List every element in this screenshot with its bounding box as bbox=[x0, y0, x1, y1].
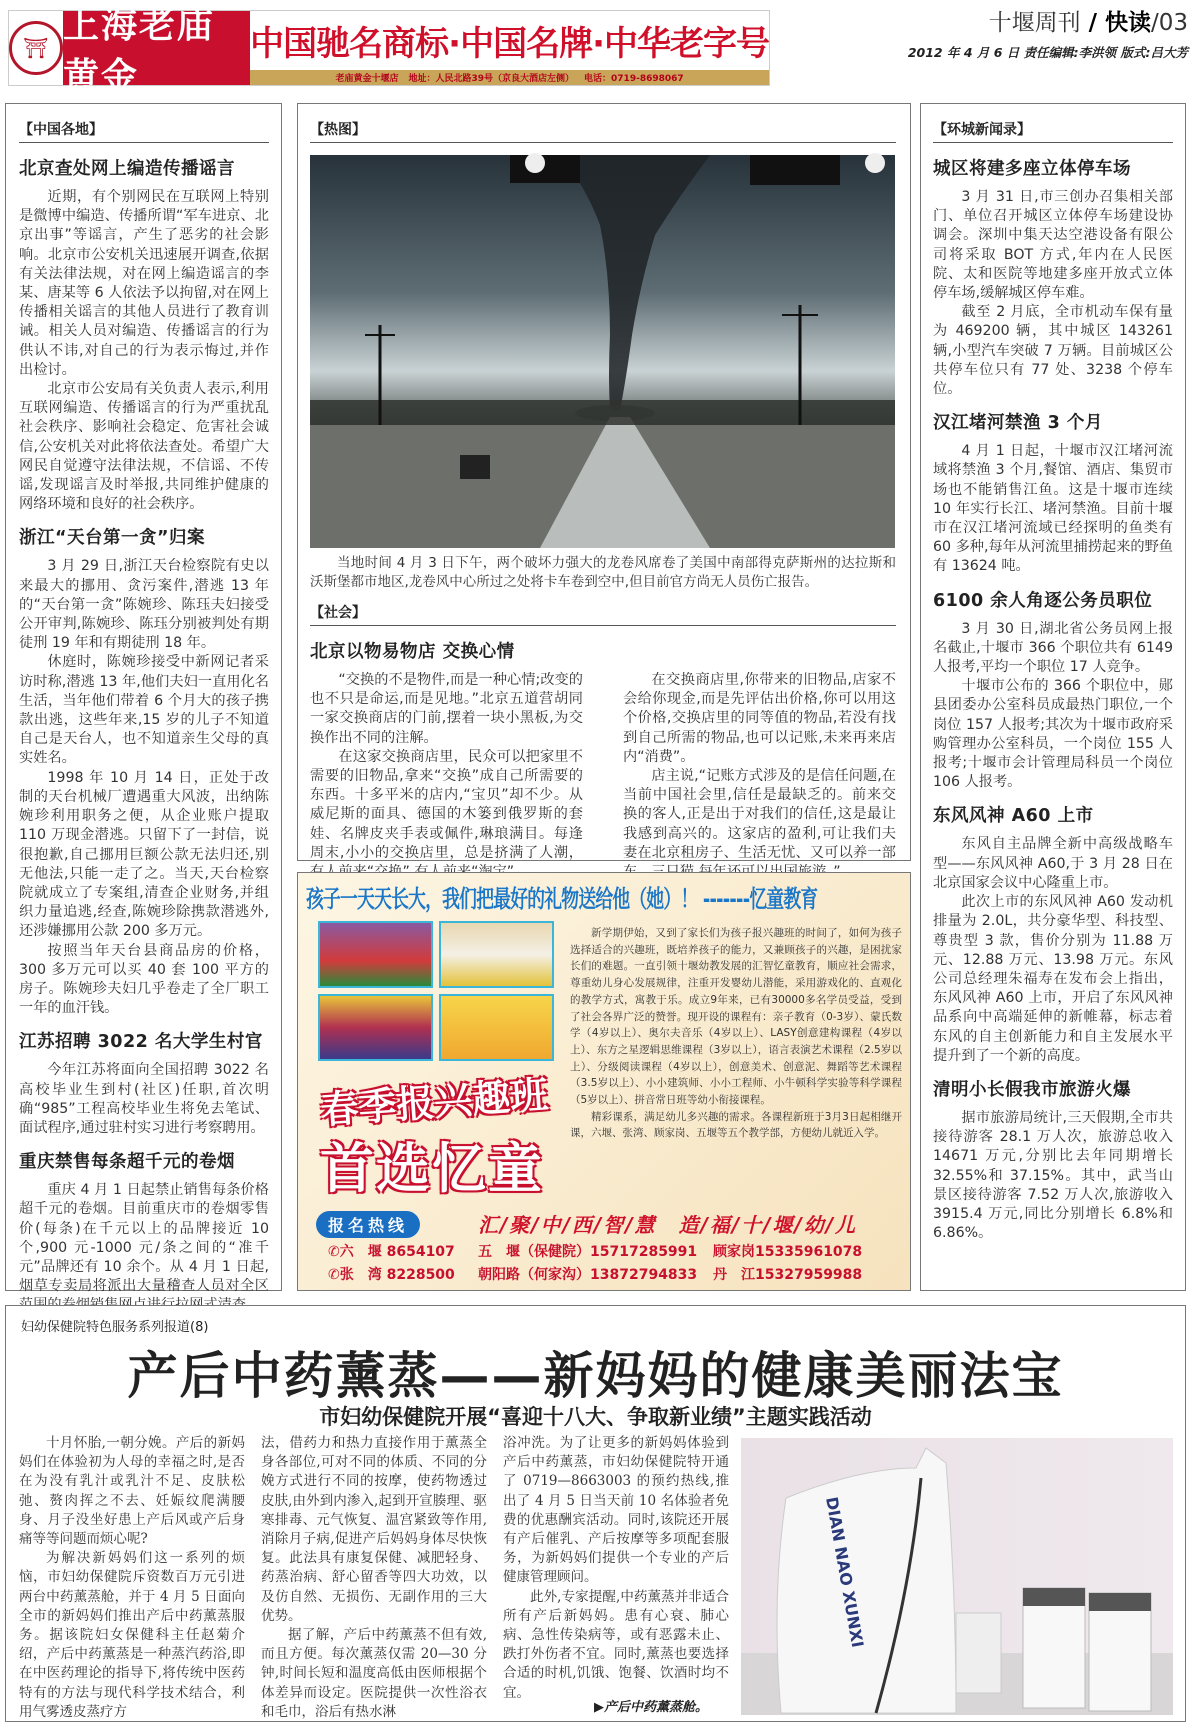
feature-paragraph: 十月怀胎,一朝分娩。产后的新妈妈们在体验初为人母的幸福之时,是否在为没有乳汁或乳汁不足、皮肤松弛、赘肉挥之不去、妊娠纹爬满腰身、月子没坐好患上产后风或产后身痛等等问题而烦心呢? bbox=[19, 1435, 245, 1548]
store-phone: 电话：0719-8698067 bbox=[584, 74, 684, 84]
article-paragraph: 1998 年 10 月 14 日，正处于改制的天台机械厂遭遇重大风波，出纳陈婉珍利用职务之便，从企业账户提取 110 万现金潜逃。只留下了一封信，说很抱歉,自己挪用巨额公款无法归还,别无他法,只能一走了之。当天,天台检察院就成立了专案组,清查企业财务,并组织力量追逃,经查,陈婉珍除携款潜逃外,还涉嫌挪用公款 200 多万元。 bbox=[19, 769, 269, 940]
article-headline: 北京以物易物店 交换心情 bbox=[310, 642, 515, 662]
article-paragraph: 休庭时，陈婉珍接受中新网记者采访时称,潜逃 13 年,他们夫妇一直用化名生活，当年他们带着 6 个月大的孩子携款出逃，这些年来,15 岁的儿子不知道自己是天台人，也不知道亲生父母的真实姓名。 bbox=[19, 654, 269, 767]
article-paragraph: 重庆 4 月 1 日起禁止销售每条价格超千元的卷烟。目前重庆市的卷烟零售价(每条)在千元以上的品牌接近 10 个,900 元-1000 元/条之间的“准千元”品牌还有 10 余个。从 4 月 1 日起,烟草专卖局将派出大量稽查人员对全区 bbox=[19, 1182, 269, 1295]
ad-slogan-line: 春季报兴趣班 bbox=[319, 1072, 550, 1133]
ad-headline: 孩子一天天长大，我们把最好的礼物送给他（她）！ -------忆童教育 bbox=[306, 885, 818, 913]
section-label: 【社会】 bbox=[310, 602, 896, 626]
tornado-illustration bbox=[310, 155, 895, 548]
feature-column bbox=[261, 1434, 487, 1722]
store-info bbox=[250, 70, 769, 85]
ad-photo bbox=[439, 994, 554, 1061]
phone-entry: 朝阳路（何家沟）13872794833 bbox=[478, 1267, 698, 1283]
hotline-badge: 报名热线 bbox=[316, 1211, 420, 1238]
article-paragraph: 截至 2 月底，全市机动车保有量为 469200 辆，其中城区 143261 辆,小型汽车突破 7 万辆。目前城区公共停车位只有 77 处、3238 个停车位。 bbox=[933, 304, 1173, 398]
article-paragraph: 店主说,“记账方式涉及的是信任问题,在当前中国社会里,信任是最缺乏的。前来交换的客人,正是出于对我们的信任,这是最让我感到高兴的。这家店的盈利,可让我们夫妻在北京租房子、生活无忧、又可以养一部 bbox=[623, 768, 896, 861]
article-paragraph: 4 月 1 日起，十堰市汉江堵河流域将禁渔 3 个月,餐馆、酒店、集贸市场也不能销售江鱼。这是十堰市连续 10 年实行长江、堵河禁渔。目前十堰市在汉江堵河流域已经探明的鱼类有 60 多种,每年从河流里捕捞起来的野鱼有 13624 吨。 bbox=[933, 443, 1173, 575]
article-headline: 清明小长假我市旅游火爆 bbox=[933, 1079, 1131, 1100]
article-headline: 6100 余人角逐公务员职位 bbox=[933, 590, 1153, 611]
brand-slogan: 中国驰名商标·中国名牌·中华老字号 bbox=[250, 24, 769, 64]
dateline: 2012 年 4 月 6 日 责任编辑:李洪领 版式:吕大芳 bbox=[907, 45, 1188, 60]
phone-entry: ✆六 堰 8654107 bbox=[328, 1244, 455, 1260]
article-headline: 北京查处网上编造传播谣言 bbox=[19, 159, 235, 179]
article-paragraph: “交换的不是物件,而是一种心情;改变的也不只是命运,而是见地。”北京五道营胡同一家交换商店的门前,摆着一块小黑板,为交换作出不同的注解。 bbox=[310, 672, 583, 746]
article-paragraph: 今年江苏将面向全国招聘 3022 名高校毕业生到村(社区)任职,首次明确“985”工程高校毕业生将免去笔试、面试程序,通过驻村实习进行考察聘用。 bbox=[19, 1062, 269, 1136]
ad-slogan-line: 首选忆童 bbox=[320, 1137, 544, 1200]
feature-paragraph: 法，借药力和热力直接作用于薰蒸全身各部位,可对不同的体质、不同的分娩方式进行不同的按摩，使药物透过皮肤,由外到内渗入,起到开宣腠理、驱寒排毒、元气恢复、温宫紧致等作用,消除月子病,促进产后妈妈身体尽快恢复。此法具有康复保健、减肥轻身、药蒸治病、舒心留香等四大功效，以及仿自然、无损伤、无副作用的三大优势。 bbox=[261, 1435, 487, 1624]
article-paragraph: 3 月 30 日,湖北省公务员网上报名截止,十堰市 366 个职位共有 6149 人报考,平均一个职位 17 人竞争。 bbox=[933, 620, 1173, 676]
article-paragraph: 十堰市公布的 366 个职位中，郧县团委办公室科员成最热门职位,一个岗位 157 人报考;其次为十堰市政府采购管理办公室科员，一个岗位 155 人报考;十堰市会计管理局科员一个岗位 106 人报考。 bbox=[933, 678, 1173, 791]
feature-column bbox=[503, 1434, 729, 1703]
article-headline: 重庆禁售每条超千元的卷烟 bbox=[19, 1152, 235, 1173]
article-headline: 江苏招聘 3022 名大学生村官 bbox=[19, 1032, 263, 1053]
phone-entry: 顾家岗15335961078 bbox=[713, 1244, 863, 1260]
ad-phone-list bbox=[328, 1241, 908, 1284]
ad-photo-grid bbox=[318, 921, 554, 1061]
advertisement-banner-laomiao-gold bbox=[8, 4, 770, 97]
section-label: 【热图】 bbox=[310, 119, 896, 143]
article-column bbox=[623, 671, 896, 882]
series-label: 妇幼保健院特色服务系列报道(8) bbox=[21, 1320, 209, 1335]
page-number: /03 bbox=[1150, 10, 1188, 36]
masthead: 十堰周刊 / 快读/03 2012 年 4 月 6 日 责任编辑:李洪领 版式:吕大芳 bbox=[907, 10, 1188, 60]
laomiao-logo bbox=[9, 11, 63, 85]
section-label: 【中国各地】 bbox=[19, 119, 269, 143]
article-paragraph: 3 月 29 日,浙江天台检察院有史以来最大的挪用、贪污案件,潜逃 13 年的“天台第一贪”陈婉珍、陈珏夫妇接受公开审判,陈婉珍、陈珏分别被判处有期徒刑 19 年和有期徒刑 18 年。 bbox=[19, 558, 269, 652]
article-paragraph: 3 月 31 日,市三创办召集相关部门、单位召开城区立体停车场建设协调会。深圳中集天达空港设备有限公司将采取 BOT 方式,年内在人民医院、太和医院等地建多座开放式立体停车场,缓解城区停车难。 bbox=[933, 189, 1173, 302]
ad-photo bbox=[439, 921, 554, 988]
feature-paragraph: 浴冲洗。为了让更多的新妈妈体验到产后中药薰蒸，市妇幼保健院特开通了 0719—8663003 的预约热线,推出了 4 月 5 日当天前 10 名体验者免费的优惠酬宾活动。同时,该院还开展有产后催乳、产后按摩等多项配套服务，为新妈妈们提供一个专业的产后健康管理顾问。 bbox=[503, 1435, 729, 1586]
section-label: 【环城新闻录】 bbox=[933, 119, 1173, 143]
feature-paragraph: 据了解，产后中药薰蒸不但有效,而且方便。每次薰蒸仅需 20—30 分钟,时间长短和温度高低由医师根据个体差异而设定。医院提供一次性浴衣和毛巾，浴后有热水淋 bbox=[261, 1627, 487, 1720]
ad-body bbox=[570, 925, 902, 1142]
ad-paragraph: 精彩课系，满足幼儿多兴趣的需求。各课程新班于3月3日起相继开课，六堰、张湾、顾家岗、五堰等五个教学部，方便幼儿就近入学。 bbox=[570, 1110, 902, 1140]
article-paragraph: 在这家交换商店里，民众可以把家里不需要的旧物品,拿来“交换”成自己所需要的东西。十多平米的店内,“宝贝”却不少。从威尼斯的面具、德国的木篓到俄罗斯的套娃、名牌皮夹手表或佩件,琳琅满目。每逢周末,小小的交换店里，总是挤满了人潮， bbox=[310, 748, 583, 861]
article-paragraph: 在交换商店里,你带来的旧物品,店家不会给你现金,而是先评估出价格,你可以用这个价格,交换店里的同等值的物品,若没有找到自己所需的物品,也可以记账,未来再来店内“消费”。 bbox=[623, 672, 896, 765]
phone-entry: 五 堰（保健院）15717285991 bbox=[478, 1244, 698, 1260]
article-column bbox=[310, 671, 583, 882]
photo-caption: 当地时间 4 月 3 日下午，两个破坏力强大的龙卷风席卷了美国中南部得克萨斯州的达拉斯和沃斯堡都市地区,龙卷风中心所过之处将卡车卷到空中,但目前官方尚无人员伤亡报告。 bbox=[310, 555, 896, 590]
temple-seal-icon: ⛩ bbox=[9, 21, 63, 75]
article-headline: 城区将建多座立体停车场 bbox=[933, 159, 1131, 179]
store-address: 地址：人民北路39号（京良大酒店左侧） bbox=[408, 74, 575, 84]
section-name: 快读 bbox=[1104, 10, 1151, 36]
article-paragraph: 按照当年天台县商品房的价格，300 多万元可以买 40 套 100 平方的房子。陈婉珍夫妇几乎卷走了全厂职工一年的血汗钱。 bbox=[19, 942, 269, 1017]
feature-paragraph: 为解决新妈妈们这一系列的烦恼，市妇幼保健院斥资数百万元引进两台中药薰蒸舱，并于 4 月 5 日面向全市的新妈妈们推出产后中药薰蒸服务。据该院妇女保健科主任赵菊介绍，产后中药薰蒸是一种蒸汽药浴,即在中医药理论的指导下,将传统中医药特有的方法与现代科学技术结合，利用气雾透皮蒸疗方 bbox=[19, 1550, 245, 1720]
article-paragraph: 东风自主品牌全新中高级战略车型——东风风神 A60,于 3 月 28 日在北京国家会议中心隆重上市。 bbox=[933, 836, 1173, 891]
yitong-education-advertisement bbox=[297, 872, 911, 1291]
store-name: 老庙黄金十堰店 bbox=[335, 74, 399, 84]
city-news-column bbox=[920, 103, 1186, 1291]
article-headline: 汉江堵河禁渔 3 个月 bbox=[933, 413, 1103, 434]
maternal-health-feature bbox=[5, 1305, 1186, 1722]
paper-name: 十堰周刊 bbox=[988, 10, 1081, 36]
feature-headline: 产后中药薰蒸——新妈妈的健康美丽法宝 bbox=[127, 1347, 1064, 1405]
ad-photo bbox=[318, 921, 433, 988]
photo-caption: ▶产后中药薰蒸舱。 bbox=[594, 1700, 708, 1715]
fumigation-cabin-photo bbox=[741, 1438, 1173, 1715]
feature-paragraph: 此外,专家提醒,中药薰蒸并非适合所有产后新妈妈。患有心衰、肺心病、急性传染病等，或有恶露未止、跌打外伤者不宜。同时,薰蒸也要选择合适的时机,饥饿、饱餐、饮酒时均不宜。 bbox=[503, 1588, 729, 1701]
article-paragraph: 北京市公安局有关负责人表示,利用互联网编造、传播谣言的行为严重扰乱社会秩序、影响社会稳定、危害社会诚信,公安机关对此将依法查处。希望广大网民自觉遵守法律法规，不信谣、不传谣,发现谣言及时举报,共同维护健康的网络环境和良好的社会秩序。 bbox=[19, 381, 269, 513]
fumigation-cabin-illustration bbox=[741, 1438, 1173, 1715]
ad-photo bbox=[318, 994, 433, 1061]
ad-slogan-graphic bbox=[320, 1071, 560, 1203]
article-paragraph: 此次上市的东风风神 A60 发动机排量为 2.0L，共分豪华型、科技型、尊贵型 3 款，售价分别为 11.88 万元、12.88 万元、13.98 万元。东风公司总经理朱福寿在发布会上指出，东风风神 A60 上市，开启了东风风神品系向中高端延伸的新帷幕，标志着东风的自主创新能力和自主发展水平提升到了一个新的高度。 bbox=[933, 894, 1173, 1064]
ad-paragraph: 新学期伊始，又到了家长们为孩子报兴趣班的时间了，如何为孩子选择适合的兴趣班，既培养孩子的能力，又兼顾孩子的兴趣，是困扰家长们的难题。一直引领十堰幼教发展的汇智忆童教育，顺应社会需求，尊重幼儿身心发展规律，注重开发婴幼儿潜能，采用游戏化的、直观化的教学方式，寓教于乐。成立9年来，已有30000多名学员受益，受到了社会各界广泛的赞誉。现开设的课程有：亲子教育（0-3岁）、蒙氏数学（4岁以上）、奥尔夫音乐（4岁以上）、LASY创意建构课程（4岁以上）、东方之星逻辑思维课程（3岁以上），语言表演艺术课程（2.5岁以上）、分级阅读课程（4岁以上），创意美术、创意泥、舞蹈等艺术课程（3.5岁以上）、小小建筑师、小小工程师、小牛顿科学实验等科学课程（5岁以上）、拼音常日班等幼小衔接课程。 bbox=[570, 927, 902, 1107]
feature-subheadline: 市妇幼保健院开展“喜迎十八大、争取新业绩”主题实践活动 bbox=[319, 1405, 872, 1429]
china-news-column bbox=[5, 103, 282, 1295]
cabin-label: DIAN NAO XUNXI bbox=[822, 1495, 868, 1649]
tornado-photo bbox=[310, 155, 895, 548]
article-paragraph: 近期，有个别网民在互联网上特别是微博中编造、传播所谓“军车进京、北京出事”等谣言，产生了恶劣的社会影响。北京市公安机关迅速展开调查,依据有关法律法规，对在网上编造谣言的李某、唐某等 6 人依法予以拘留,对在网上传播相关谣言的其他人员进行了教育训诫。相关人员对编造、传播谣言的行为供认不讳,对自己的行为表示悔过,并作出检讨。 bbox=[19, 189, 269, 378]
article-headline: 浙江“天台第一贪”归案 bbox=[19, 528, 206, 549]
hot-picture-and-society bbox=[297, 103, 911, 861]
phone-entry: ✆张 湾 8228500 bbox=[328, 1267, 455, 1283]
ad-motto: 汇/聚/中/西/智/慧 造/福/十/堰/幼/儿 bbox=[478, 1213, 858, 1237]
brand-name: 上海老庙黄金 bbox=[63, 11, 250, 85]
article-headline: 东风风神 A60 上市 bbox=[933, 806, 1094, 827]
article-paragraph: 据市旅游局统计,三天假期,全市共接待游客 28.1 万人次，旅游总收入 14671 万元,分别比去年同期增长 32.55%和 37.15%。其中，武当山景区接待游客 7.52 万人次,旅游收入 3915.4 万元,同比分别增长 6.8%和 6.86%。 bbox=[933, 1109, 1173, 1242]
feature-column bbox=[19, 1434, 245, 1722]
phone-entry: 丹 江15327959988 bbox=[713, 1267, 863, 1283]
